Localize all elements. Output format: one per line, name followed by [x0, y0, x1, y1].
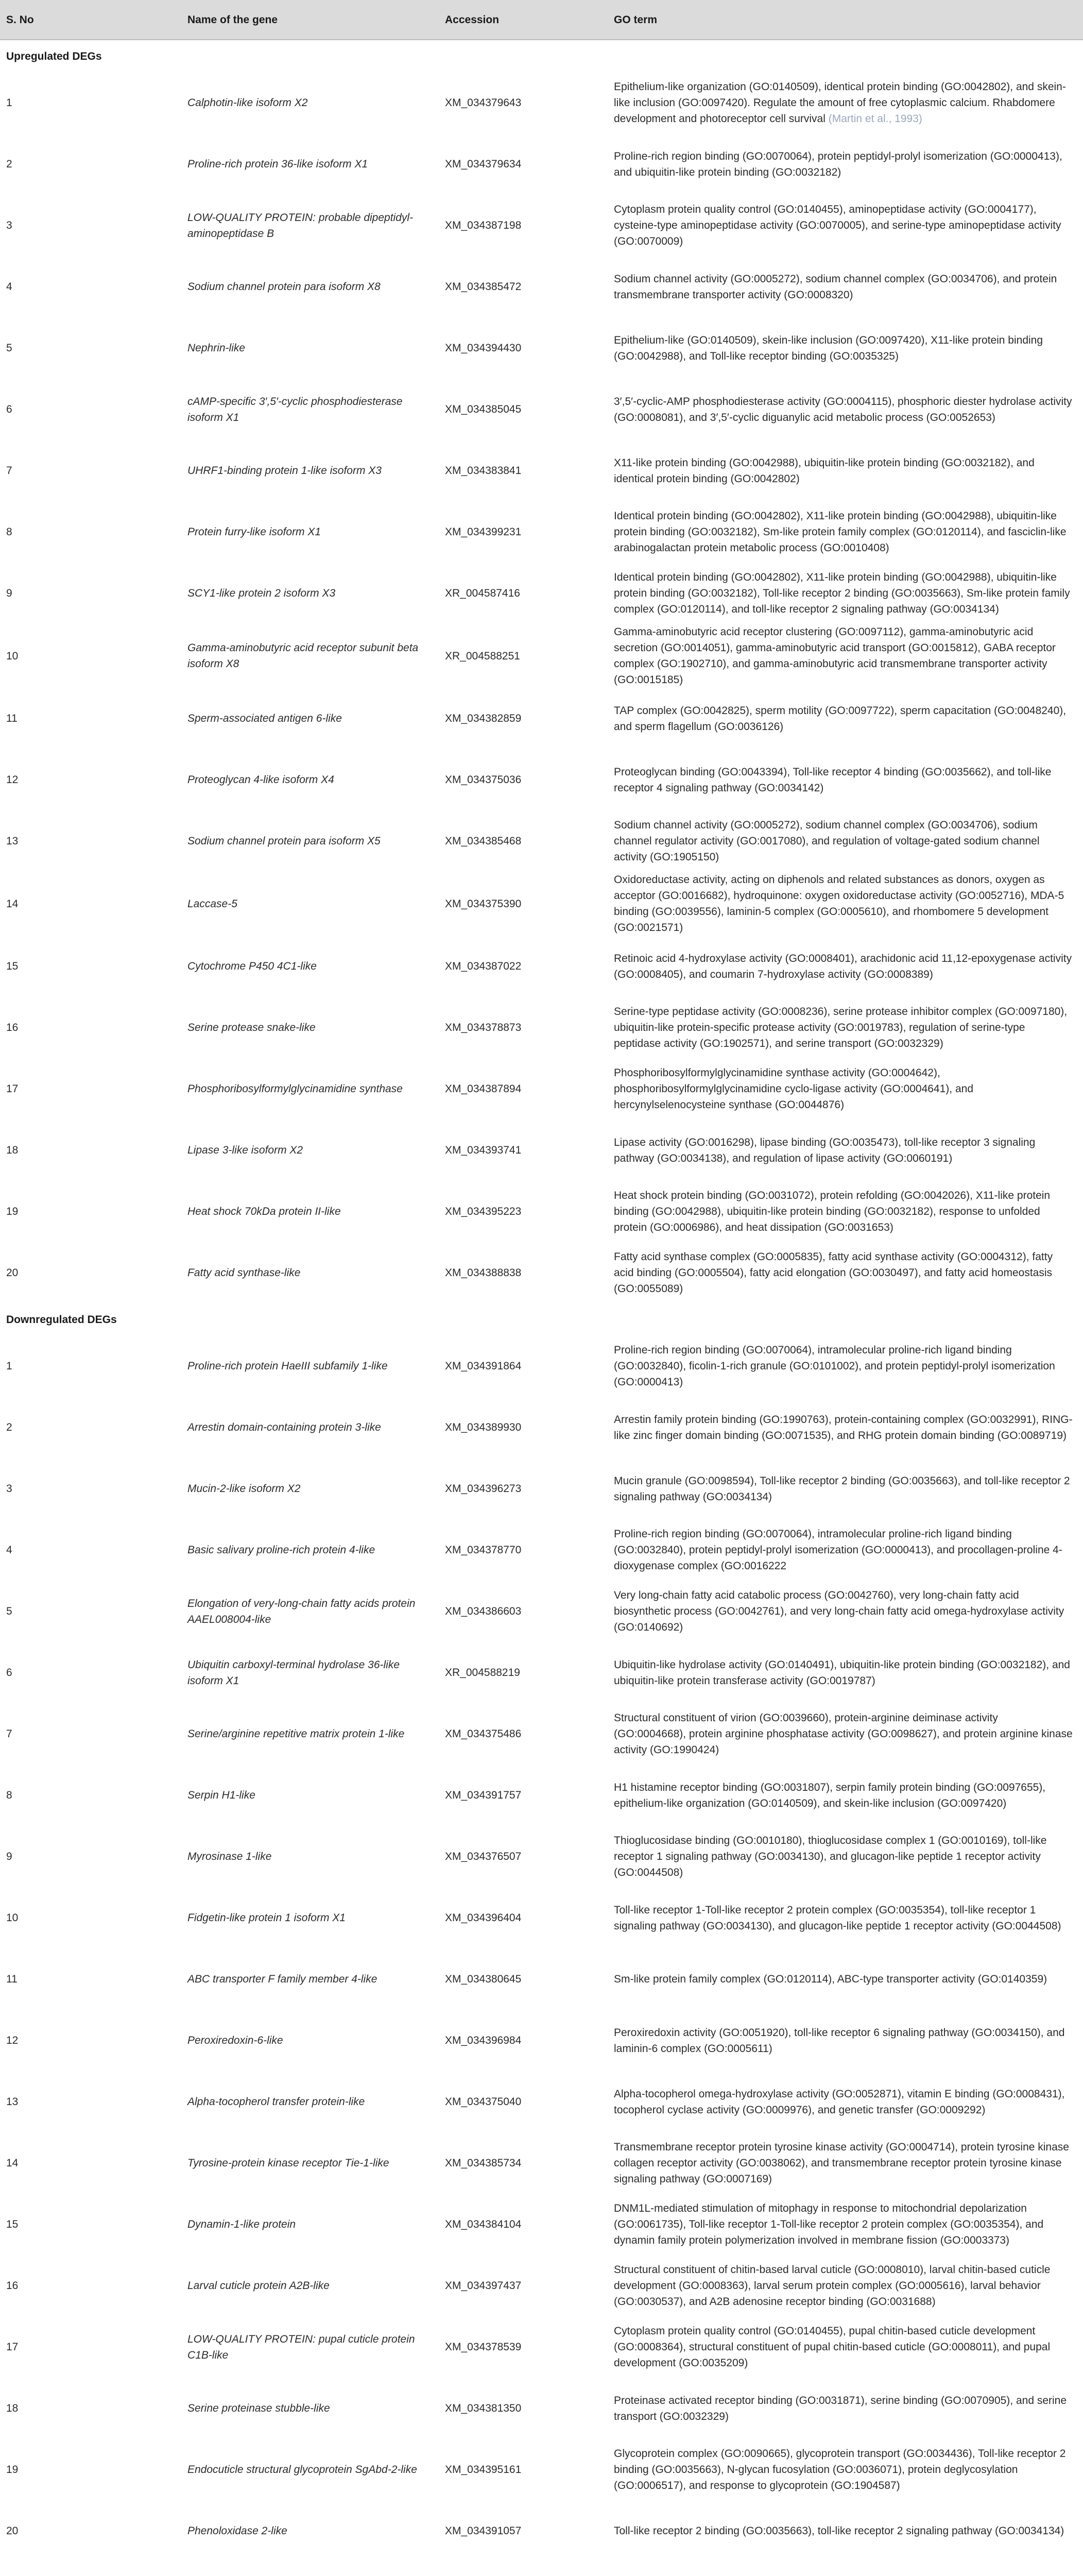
table-row: [0, 133, 1083, 195]
cell-accession: XM_034378770: [445, 1544, 522, 1556]
table-row: [0, 1397, 1083, 1458]
section-downregulated-row: [0, 1303, 1083, 1335]
cell-accession: XM_034395161: [445, 2464, 522, 2476]
cell-accession: XM_034387198: [445, 219, 522, 231]
spacer-cell: [0, 2562, 1083, 2572]
table-row: [0, 317, 1083, 379]
cell-gene-name: Sodium channel protein para isoform X5: [187, 835, 381, 847]
cell-gene-name: Nephrin-like: [187, 342, 246, 354]
table-row: [0, 1519, 1083, 1581]
cell-accession: XM_034375390: [445, 897, 522, 910]
cell-sno: 14: [6, 2157, 19, 2169]
cell-go-term: [608, 256, 1083, 317]
table-row: [0, 997, 1083, 1058]
cell-go-term: [608, 1765, 1083, 1826]
table-row: [0, 2132, 1083, 2194]
cell-sno: 2: [6, 158, 12, 170]
go-term-text: Peroxiredoxin activity (GO:0051920), toll-like receptor 6 signaling pathway (GO:0034150), and laminin-6 complex (GO:0005611): [614, 2026, 1065, 2055]
go-term-text: Glycoprotein complex (GO:0090665), glycoprotein transport (GO:0034436), Toll-like receptor 2 binding (GO:0035663), N-glycan fucosylation (GO:0036071), protein deglycosylation (GO:0006517), and response to glycoprotein (GO:1904587): [614, 2448, 1066, 2492]
cell-gene-name: Sperm-associated antigen 6-like: [187, 713, 342, 724]
table-row: [0, 1581, 1083, 1642]
cell-sno: 5: [6, 1605, 12, 1617]
go-term-text: TAP complex (GO:0042825), sperm motility (GO:0097722), sperm capacitation (GO:0048240), and sperm flagellum (GO:0036126): [614, 704, 1067, 733]
cell-go-term: [608, 2010, 1083, 2071]
cell-gene-name: LOW-QUALITY PROTEIN: pupal cuticle protein C1B-like: [187, 2333, 415, 2361]
go-term-text: Alpha-tocopherol omega-hydroxylase activity (GO:0052871), vitamin E binding (GO:0008431), tocopherol cyclase activity (GO:0009976), and genetic transfer (GO:0009292): [614, 2088, 1065, 2116]
cell-go-term: [608, 936, 1083, 997]
cell-sno: 12: [6, 774, 19, 786]
go-term-text: Heat shock protein binding (GO:0031072), protein refolding (GO:0042026), X11-like protein binding (GO:0042988), ubiquitin-like protein binding (GO:0032182), response to unfolded protein (GO:0006986), and heat dissipation (GO:0031653): [614, 1190, 1051, 1233]
table-row: [0, 379, 1083, 440]
cell-sno: 19: [6, 1206, 19, 1217]
cell-sno: 6: [6, 1667, 12, 1679]
cell-accession: XM_034385734: [445, 2157, 522, 2169]
cell-gene-name: Serine proteinase stubble-like: [187, 2402, 330, 2414]
table-row: [0, 2439, 1083, 2500]
cell-sno: 12: [6, 2035, 19, 2046]
cell-sno: 1: [6, 97, 12, 109]
go-term-text: Sodium channel activity (GO:0005272), sodium channel complex (GO:0034706), sodium channel regulator activity (GO:0017080), and regulation of voltage-gated sodium channel activity (GO:1905150): [614, 819, 1040, 863]
go-term-text: H1 histamine receptor binding (GO:0031807), serpin family protein binding (GO:0097655), epithelium-like organization (GO:0140509), and skein-like inclusion (GO:0097420): [614, 1781, 1046, 1809]
cell-go-term: [608, 2194, 1083, 2255]
cell-go-term: [608, 624, 1083, 688]
table-row: [0, 501, 1083, 563]
cell-go-term: [608, 2439, 1083, 2500]
cell-accession: XM_034384104: [445, 2218, 522, 2230]
cell-go-term: [608, 1703, 1083, 1765]
cell-accession: XM_034386603: [445, 1605, 522, 1617]
header-go-term: GO term: [608, 0, 1083, 40]
table-row: [0, 749, 1083, 810]
cell-sno: 10: [6, 650, 19, 662]
cell-accession: XM_034393741: [445, 1144, 522, 1156]
go-term-text: Thioglucosidase binding (GO:0010180), thioglucosidase complex 1 (GO:0010169), toll-like receptor 1 signaling pathway (GO:0034130), and glucagon-like peptide 1 receptor activity (GO:0044508): [614, 1835, 1047, 1878]
cell-accession: XM_034385045: [445, 403, 522, 415]
go-term-text: Structural constituent of chitin-based larval cuticle (GO:0008010), larval chitin-based cuticle development (GO:0008363), larval serum protein complex (GO:0005616), larval behavior (GO:0030537), and A2B adenosine receptor binding (GO:0031688): [614, 2264, 1051, 2308]
cell-accession: XM_034383841: [445, 465, 522, 477]
cell-gene-name: Phenoloxidase 2-like: [187, 2525, 287, 2537]
cell-gene-name: Cytochrome P450 4C1-like: [187, 960, 317, 972]
cell-accession: XM_034389930: [445, 1421, 522, 1433]
go-term-text: Phosphoribosylformylglycinamidine synthase activity (GO:0004642), phosphoribosylformylglycinamidine cyclo-ligase activity (GO:0004641), and hercynylselenocysteine synthase (GO:0044876): [614, 1067, 973, 1111]
table-row: [0, 563, 1083, 624]
table-body: [0, 40, 1083, 2572]
cell-sno: 13: [6, 2096, 19, 2108]
cell-sno: 16: [6, 2280, 19, 2292]
cell-gene-name: Fatty acid synthase-like: [187, 1267, 301, 1279]
section-title: Downregulated DEGs: [6, 1313, 117, 1326]
table-row: [0, 872, 1083, 936]
table-row: [0, 2010, 1083, 2071]
section-upregulated-row: [0, 40, 1083, 72]
table-row: [0, 624, 1083, 688]
table-end-spacer: [0, 2562, 1083, 2572]
cell-go-term: [608, 1458, 1083, 1519]
go-term-text: Epithelium-like organization (GO:0140509), identical protein binding (GO:0042802), and skein-like inclusion (GO:0097420). Regulate the amount of free cytoplasmic calcium. Rhabdomere development and photoreceptor cell survival: [614, 81, 1066, 125]
cell-sno: 9: [6, 1851, 12, 1862]
cell-gene-name: Serine protease snake-like: [187, 1022, 316, 1033]
cell-go-term: [608, 2255, 1083, 2316]
cell-accession: XM_034376507: [445, 1851, 522, 1862]
cell-accession: XM_034379643: [445, 97, 522, 109]
cell-go-term: [608, 72, 1083, 133]
table-row: [0, 72, 1083, 133]
cell-go-term: [608, 1826, 1083, 1887]
cell-accession: XR_004587416: [445, 587, 520, 599]
cell-gene-name: LOW-QUALITY PROTEIN: probable dipeptidyl-aminopeptidase B: [187, 211, 414, 240]
header-row: [0, 0, 1083, 40]
table-row: [0, 936, 1083, 997]
cell-go-term: [608, 1058, 1083, 1120]
go-term-text: Proteinase activated receptor binding (GO:0031871), serine binding (GO:0070905), and serine transport (GO:0032329): [614, 2394, 1067, 2422]
table-row: [0, 1181, 1083, 1242]
cell-go-term: [608, 2378, 1083, 2439]
cell-gene-name: UHRF1-binding protein 1-like isoform X3: [187, 465, 382, 477]
cell-sno: 19: [6, 2464, 19, 2476]
cell-go-term: [608, 997, 1083, 1058]
cell-accession: XM_034378873: [445, 1022, 522, 1033]
go-term-text: Lipase activity (GO:0016298), lipase binding (GO:0035473), toll-like receptor 3 signaling pathway (GO:0034138), and regulation of lipase activity (GO:0060191): [614, 1136, 1036, 1164]
cell-go-term: [608, 872, 1083, 936]
table-row: [0, 2255, 1083, 2316]
cell-sno: 8: [6, 526, 12, 538]
cell-go-term: [608, 501, 1083, 563]
cell-sno: 18: [6, 2402, 19, 2414]
cell-gene-name: Lipase 3-like isoform X2: [187, 1144, 303, 1156]
cell-accession: XM_034396984: [445, 2035, 522, 2046]
cell-accession: XM_034380645: [445, 1973, 522, 1985]
table-row: [0, 1642, 1083, 1703]
cell-go-term: [608, 749, 1083, 810]
cell-go-term: [608, 810, 1083, 872]
cell-gene-name: Arrestin domain-containing protein 3-like: [187, 1421, 381, 1433]
cell-sno: 13: [6, 835, 19, 847]
cell-go-term: [608, 2071, 1083, 2132]
cell-gene-name: Endocuticle structural glycoprotein SgAbd-2-like: [187, 2464, 417, 2476]
cell-accession: XM_034399231: [445, 526, 522, 538]
cell-go-term: [608, 1581, 1083, 1642]
cell-go-term: [608, 379, 1083, 440]
cell-sno: 17: [6, 2341, 19, 2353]
cell-go-term: [608, 2132, 1083, 2194]
cell-sno: 18: [6, 1144, 19, 1156]
cell-accession: XM_034381350: [445, 2402, 522, 2414]
cell-gene-name: Fidgetin-like protein 1 isoform X1: [187, 1912, 346, 1924]
cell-accession: XM_034378539: [445, 2341, 522, 2353]
cell-gene-name: Proline-rich protein HaeIII subfamily 1-like: [187, 1360, 388, 1372]
cell-gene-name: Serpin H1-like: [187, 1789, 255, 1801]
cell-accession: XM_034387022: [445, 960, 522, 972]
cell-accession: XM_034387894: [445, 1083, 522, 1095]
cell-go-term: [608, 1519, 1083, 1581]
cell-gene-name: Dynamin-1-like protein: [187, 2218, 296, 2230]
cell-gene-name: Serine/arginine repetitive matrix protein 1-like: [187, 1728, 405, 1740]
cell-gene-name: Proteoglycan 4-like isoform X4: [187, 774, 334, 786]
cell-go-term: [608, 440, 1083, 501]
cell-accession: XM_034375036: [445, 774, 522, 786]
cell-accession: XM_034391057: [445, 2525, 522, 2537]
cell-go-term: [608, 317, 1083, 379]
cell-gene-name: Protein furry-like isoform X1: [187, 526, 321, 538]
cell-accession: XM_034394430: [445, 342, 522, 354]
table-row: [0, 1826, 1083, 1887]
go-term-text: X11-like protein binding (GO:0042988), ubiquitin-like protein binding (GO:0032182), and identical protein binding (GO:0042802): [614, 456, 1035, 485]
go-term-text: Transmembrane receptor protein tyrosine kinase activity (GO:0004714), protein tyrosine kinase collagen receptor activity (GO:0038062), and transmembrane receptor protein tyrosine kinase signaling pathway (GO:0007169): [614, 2141, 1069, 2185]
cell-sno: 8: [6, 1789, 12, 1801]
go-term-text: Sm-like protein family complex (GO:0120114), ABC-type transporter activity (GO:0140359): [614, 1973, 1047, 1985]
cell-gene-name: Proline-rich protein 36-like isoform X1: [187, 158, 368, 170]
cell-accession: XM_034395223: [445, 1206, 522, 1217]
table-row: [0, 1887, 1083, 1948]
cell-gene-name: Sodium channel protein para isoform X8: [187, 281, 381, 293]
cell-accession: XM_034375486: [445, 1728, 522, 1740]
go-term-text: Toll-like receptor 1-Toll-like receptor 2 protein complex (GO:0035354), toll-like receptor 1 signaling pathway (GO:0034130), and glucagon-like peptide 1 receptor activity (GO:0044508): [614, 1904, 1061, 1932]
table-row: [0, 256, 1083, 317]
go-term-text: Identical protein binding (GO:0042802), X11-like protein binding (GO:0042988), ubiquitin-like protein binding (GO:0032182), Toll-like receptor 2 binding (GO:0035663), Sm-like protein family complex (GO:0120114), and toll-like receptor 2 signaling pathway (GO:0034134): [614, 571, 1070, 615]
cell-sno: 7: [6, 465, 12, 477]
cell-sno: 3: [6, 219, 12, 231]
cell-accession: XM_034396273: [445, 1483, 522, 1495]
cell-go-term: [608, 1397, 1083, 1458]
go-term-text: Ubiquitin-like hydrolase activity (GO:0140491), ubiquitin-like protein binding (GO:0032182), and ubiquitin-like protein transferase activity (GO:0019787): [614, 1658, 1070, 1687]
cell-go-term: [608, 1642, 1083, 1703]
cell-accession: XM_034382859: [445, 713, 522, 724]
table-row: [0, 2194, 1083, 2255]
table-row: [0, 810, 1083, 872]
cell-sno: 2: [6, 1421, 12, 1433]
cell-sno: 20: [6, 2525, 19, 2537]
header-gene-name: Name of the gene: [181, 0, 439, 40]
cell-sno: 11: [6, 713, 18, 724]
cell-sno: 11: [6, 1973, 18, 1985]
cell-sno: 15: [6, 2218, 19, 2230]
section-title: Upregulated DEGs: [6, 50, 102, 62]
cell-gene-name: Phosphoribosylformylglycinamidine synthase: [187, 1083, 403, 1095]
table-row: [0, 440, 1083, 501]
go-term-text: Oxidoreductase activity, acting on diphenols and related substances as donors, oxygen as acceptor (GO:0016682), hydroquinone: oxygen oxidoreductase activity (GO:0052716), MDA-5 binding (GO:0039556), laminin-5 complex (GO:0005610), and rhombomere 5 development (GO:0021571): [614, 874, 1064, 934]
cell-go-term: [608, 1242, 1083, 1303]
cell-accession: XM_034391757: [445, 1789, 522, 1801]
cell-sno: 15: [6, 960, 19, 972]
cell-sno: 4: [6, 281, 12, 293]
go-term-text: Sodium channel activity (GO:0005272), sodium channel complex (GO:0034706), and protein transmembrane transporter activity (GO:0008320): [614, 273, 1057, 301]
cell-gene-name: cAMP-specific 3′,5′-cyclic phosphodiesterase isoform X1: [187, 395, 403, 423]
go-term-text: Fatty acid synthase complex (GO:0005835), fatty acid synthase activity (GO:0004312), fatty acid binding (GO:0005504), fatty acid elongation (GO:0030497), and fatty acid homeostasis (GO:0055089): [614, 1251, 1053, 1295]
table-row: [0, 1058, 1083, 1120]
go-term-text: Serine-type peptidase activity (GO:0008236), serine protease inhibitor complex (GO:0097180), ubiquitin-like protein-specific protease activity (GO:0019783), regulation of serine-type peptidase activity (GO:1902571), and serine transport (GO:0032329): [614, 1006, 1068, 1049]
table-row: [0, 195, 1083, 256]
cell-accession: XM_034379634: [445, 158, 522, 170]
go-term-text: Epithelium-like (GO:0140509), skein-like inclusion (GO:0097420), X11-like protein binding (GO:0042988), and Toll-like receptor binding (GO:0035325): [614, 334, 1043, 362]
cell-sno: 16: [6, 1022, 19, 1033]
go-term-text: Retinoic acid 4-hydroxylase activity (GO:0008401), arachidonic acid 11,12-epoxygenase activity (GO:0008405), and coumarin 7-hydroxylase activity (GO:0008389): [614, 952, 1072, 980]
table-row: [0, 1948, 1083, 2010]
go-term-text: Cytoplasm protein quality control (GO:0140455), aminopeptidase activity (GO:0004177), cysteine-type aminopeptidase activity (GO:0070005), and serine-type aminopeptidase activity (GO:0070009): [614, 204, 1061, 247]
go-term-text: Cytoplasm protein quality control (GO:0140455), pupal chitin-based cuticle development (GO:0008364), structural constituent of pupal chitin-based cuticle (GO:0008011), and pupal development (GO:0035209): [614, 2325, 1051, 2369]
go-term-text: DNM1L-mediated stimulation of mitophagy in response to mitochondrial depolarization (GO:0061735), Toll-like receptor 1-Toll-like receptor 2 protein complex (GO:0035354), and dynamin family protein polymerization involved in membrane fission (GO:0003373): [614, 2202, 1044, 2246]
cell-gene-name: Ubiquitin carboxyl-terminal hydrolase 36-like isoform X1: [187, 1658, 400, 1687]
table-row: [0, 1458, 1083, 1519]
cell-go-term: [608, 133, 1083, 195]
cell-sno: 14: [6, 897, 19, 910]
cell-go-term: [608, 1335, 1083, 1397]
table-row: [0, 1335, 1083, 1397]
cell-accession: XM_034385468: [445, 835, 522, 847]
go-term-text: Mucin granule (GO:0098594), Toll-like receptor 2 binding (GO:0035663), and toll-like receptor 2 signaling pathway (GO:0034134): [614, 1475, 1070, 1503]
cell-sno: 3: [6, 1483, 12, 1495]
cell-gene-name: Basic salivary proline-rich protein 4-like: [187, 1544, 375, 1556]
go-term-text: Very long-chain fatty acid catabolic process (GO:0042760), very long-chain fatty acid biosynthetic process (GO:0042761), and very long-chain fatty acid omega-hydroxylase activity (GO:0140692): [614, 1589, 1064, 1633]
cell-sno: 6: [6, 403, 12, 415]
cell-accession: XM_034397437: [445, 2280, 522, 2292]
cell-gene-name: Elongation of very-long-chain fatty acids protein AAEL008004-like: [187, 1597, 416, 1625]
go-term-text: Arrestin family protein binding (GO:1990763), protein-containing complex (GO:0032991), RING-like zinc finger domain binding (GO:0071535), and RHG protein domain binding (GO:0089719): [614, 1413, 1073, 1442]
cell-gene-name: Myrosinase 1-like: [187, 1851, 272, 1862]
go-term-text: Proteoglycan binding (GO:0043394), Toll-like receptor 4 binding (GO:0035662), and toll-like receptor 4 signaling pathway (GO:0034142): [614, 766, 1052, 794]
table-row: [0, 2071, 1083, 2132]
cell-gene-name: Heat shock 70kDa protein II-like: [187, 1206, 341, 1217]
cell-go-term: [608, 688, 1083, 749]
cell-gene-name: Tyrosine-protein kinase receptor Tie-1-like: [187, 2157, 389, 2169]
cell-sno: 10: [6, 1912, 19, 1924]
citation-link[interactable]: (Martin et al., 1993): [828, 113, 922, 125]
cell-sno: 4: [6, 1544, 12, 1556]
header-accession: Accession: [439, 0, 608, 40]
cell-gene-name: Peroxiredoxin-6-like: [187, 2035, 283, 2046]
cell-go-term: [608, 1181, 1083, 1242]
go-term-text: Proline-rich region binding (GO:0070064), protein peptidyl-prolyl isomerization (GO:0000413), and ubiquitin-like protein binding (GO:0032182): [614, 150, 1062, 178]
go-term-text: Identical protein binding (GO:0042802), X11-like protein binding (GO:0042988), ubiquitin-like protein binding (GO:0032182), Sm-like protein family complex (GO:0120114), and fasciclin-like arabinogalactan protein metabolic process (GO:0010408): [614, 510, 1067, 554]
cell-sno: 17: [6, 1083, 19, 1095]
cell-gene-name: Gamma-aminobutyric acid receptor subunit beta isoform X8: [187, 642, 419, 670]
table-row: [0, 2316, 1083, 2378]
go-term-text: Toll-like receptor 2 binding (GO:0035663), toll-like receptor 2 signaling pathway (GO:0034134): [614, 2525, 1064, 2537]
cell-gene-name: SCY1-like protein 2 isoform X3: [187, 587, 336, 599]
cell-accession: XM_034375040: [445, 2096, 522, 2108]
table-row: [0, 1242, 1083, 1303]
cell-go-term: [608, 1887, 1083, 1948]
cell-gene-name: Mucin-2-like isoform X2: [187, 1483, 301, 1495]
header-sno: S. No: [0, 0, 181, 40]
cell-gene-name: Calphotin-like isoform X2: [187, 97, 308, 109]
cell-sno: 1: [6, 1360, 12, 1372]
go-term-text: Proline-rich region binding (GO:0070064), intramolecular proline-rich ligand binding (GO:0032840), protein peptidyl-prolyl isomerization (GO:0000413), and procollagen-proline 4-dioxygenase complex (GO:0016222: [614, 1528, 1062, 1572]
cell-accession: XM_034385472: [445, 281, 522, 293]
cell-sno: 9: [6, 587, 12, 599]
cell-go-term: [608, 1948, 1083, 2010]
cell-go-term: [608, 1120, 1083, 1181]
table-row: [0, 1120, 1083, 1181]
cell-accession: XM_034391864: [445, 1360, 522, 1372]
go-term-text: Proline-rich region binding (GO:0070064), intramolecular proline-rich ligand binding (GO:0032840), ficolin-1-rich granule (GO:0101002), and protein peptidyl-prolyl isomerization (GO:0000413): [614, 1344, 1055, 1388]
cell-accession: XM_034396404: [445, 1912, 522, 1924]
cell-accession: XM_034388838: [445, 1267, 522, 1279]
table-row: [0, 2378, 1083, 2439]
cell-sno: 20: [6, 1267, 19, 1279]
cell-go-term: [608, 2316, 1083, 2378]
cell-go-term: [608, 563, 1083, 624]
table-row: [0, 1765, 1083, 1826]
cell-gene-name: Alpha-tocopherol transfer protein-like: [187, 2096, 365, 2108]
cell-sno: 5: [6, 342, 12, 354]
table-row: [0, 2500, 1083, 2562]
go-term-text: Structural constituent of virion (GO:0039660), protein-arginine deiminase activity (GO:0004668), protein arginine phosphatase activity (GO:0098627), and protein arginine kinase activity (GO:1990424): [614, 1712, 1073, 1756]
cell-gene-name: ABC transporter F family member 4-like: [187, 1973, 377, 1985]
cell-go-term: [608, 2500, 1083, 2562]
go-term-text: 3′,5′-cyclic-AMP phosphodiesterase activity (GO:0004115), phosphoric diester hydrolase activity (GO:0008081), and 3′,5′-cyclic diguanylic acid metabolic process (GO:0052653): [614, 395, 1072, 423]
table-row: [0, 1703, 1083, 1765]
go-term-text: Gamma-aminobutyric acid receptor clustering (GO:0097112), gamma-aminobutyric acid secretion (GO:0014051), gamma-aminobutyric acid transport (GO:0015812), GABA receptor complex (GO:1902710), and gamma-aminobutyric acid transmembrane transporter activity (GO:0015185): [614, 626, 1056, 686]
cell-accession: XR_004588219: [445, 1667, 520, 1679]
cell-gene-name: Laccase-5: [187, 897, 237, 910]
table-row: [0, 688, 1083, 749]
cell-go-term: [608, 195, 1083, 256]
cell-accession: XR_004588251: [445, 650, 520, 662]
table-header: [0, 0, 1083, 40]
cell-gene-name: Larval cuticle protein A2B-like: [187, 2280, 330, 2292]
cell-sno: 7: [6, 1728, 12, 1740]
